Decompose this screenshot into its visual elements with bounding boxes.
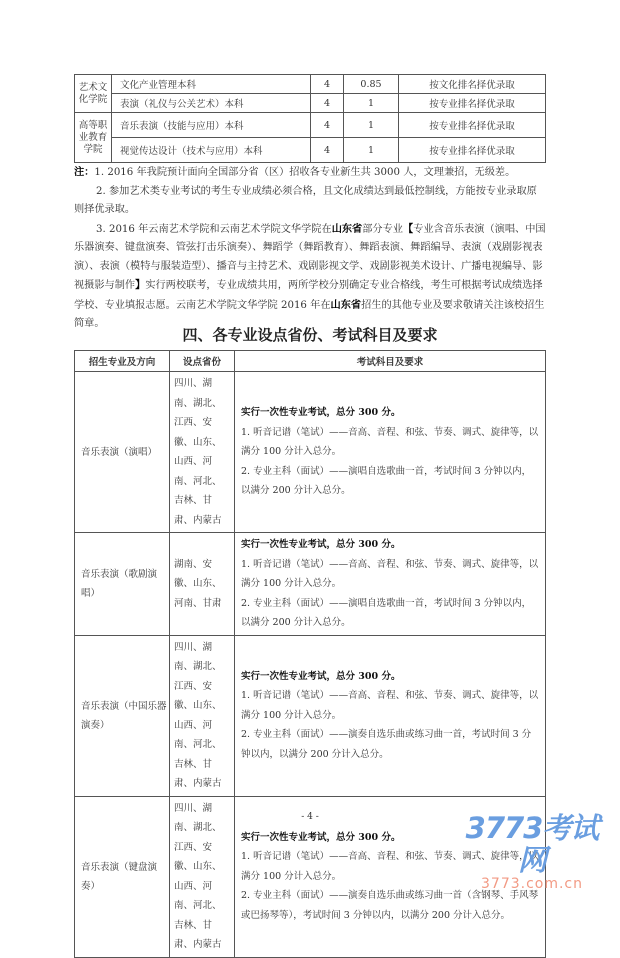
note-3-text: 实行两校联考，专业成绩共用，两所学校分别确定专业合格线，考生可根据考试成绩选择学校、专业填报志愿。云南艺术学院文华学院 2016 年在	[74, 280, 543, 311]
table-row	[75, 635, 546, 796]
watermark-logo-text: 3773考试网	[465, 811, 599, 877]
rule-cell: 按专业排名择优录取	[399, 113, 546, 138]
major-cell: 音乐表演（歌剧演唱）	[75, 533, 170, 636]
major-cell: 音乐表演（技能与应用）本科	[112, 113, 311, 138]
exam-item: 2. 专业主科（面试）——演奏自选乐曲或练习曲一首，考试时间 3 分钟以内，以满分 200 分计入总分。	[241, 729, 532, 760]
admission-table	[74, 74, 546, 163]
college-cell: 艺术文化学院	[75, 75, 112, 113]
requirements-cell	[235, 635, 546, 796]
note-3-majors: 专业含音乐表演（演唱、中国乐器演奏、键盘演奏、管弦打击乐演奏）、舞蹈学（舞蹈教育）、舞蹈表演、舞蹈编导、表演（戏剧影视表演）、表演（模特与服装造型）、播音与主持艺术、戏剧影视文学、戏剧影视美术设计、广播电视编导、影视摄影与制作	[74, 223, 546, 291]
exam-summary: 实行一次性专业考试，总分 300 分。	[241, 831, 401, 843]
note-1-text: 1. 2016 年我院预计面向全国部分省（区）招收各专业新生共 3000 人，文理兼招，无级差。	[94, 167, 516, 178]
exam-summary: 实行一次性专业考试，总分 300 分。	[241, 670, 401, 682]
province-highlight: 山东省	[331, 222, 363, 235]
years-cell: 4	[311, 75, 344, 94]
exam-item: 2. 专业主科（面试）——演唱自选歌曲一首，考试时间 3 分钟以内，以满分 200 分计入总分。	[241, 465, 532, 497]
notes-section	[74, 163, 546, 334]
table-row	[75, 138, 546, 163]
table-row	[75, 75, 546, 94]
exam-item: 2. 专业主科（面试）——演奏自选乐曲或练习曲一首（含钢琴、手风琴或巴扬琴等），考试时间 3 分钟以内，以满分 200 分计入总分。	[241, 890, 539, 921]
rule-cell: 按专业排名择优录取	[399, 138, 546, 163]
bracket: 【	[403, 222, 414, 235]
college-cell: 高等职业教育学院	[75, 113, 112, 163]
watermark-url: 3773.com.cn	[481, 876, 583, 892]
note-3-text: 部分专业	[362, 223, 403, 235]
exam-item: 1. 听音记谱（笔试）——音高、音程、和弦、节奏、调式、旋律等，以满分 100 分计入总分。	[241, 426, 539, 458]
note-2: 2. 参加艺术类专业考试的考生专业成绩必须合格，且文化成绩达到最低控制线，方能按专业录取原则择优录取。	[74, 185, 537, 215]
provinces-cell: 四川、湖南、湖北、江西、安徽、山东、山西、河南、河北、吉林、甘肃、内蒙古	[170, 372, 235, 533]
table-row	[75, 372, 546, 533]
exam-item: 1. 听音记谱（笔试）——音高、音程、和弦、节奏、调式、旋律等，以满分 100 分计入总分。	[241, 690, 539, 721]
years-cell: 4	[311, 94, 344, 113]
major-cell: 音乐表演（键盘演奏）	[75, 796, 170, 957]
major-cell: 文化产业管理本科	[112, 75, 311, 94]
requirements-cell	[235, 533, 546, 636]
ratio-cell: 1	[344, 138, 399, 163]
years-cell: 4	[311, 138, 344, 163]
ratio-cell: 1	[344, 113, 399, 138]
rule-cell: 按专业排名择优录取	[399, 94, 546, 113]
provinces-cell: 湖南、安徽、山东、河南、甘肃	[170, 533, 235, 636]
ratio-cell: 1	[344, 94, 399, 113]
note-3	[74, 220, 546, 334]
major-cell: 表演（礼仪与公关艺术）本科	[112, 94, 311, 113]
table-row	[75, 533, 546, 636]
requirements-cell	[235, 372, 546, 533]
major-cell: 视觉传达设计（技术与应用）本科	[112, 138, 311, 163]
exam-summary: 实行一次性专业考试，总分 300 分。	[241, 539, 401, 550]
table-row	[75, 94, 546, 113]
header-provinces: 设点省份	[170, 351, 235, 372]
rule-cell: 按文化排名择优录取	[399, 75, 546, 94]
bracket: 】	[135, 279, 146, 291]
provinces-cell: 四川、湖南、湖北、江西、安徽、山东、山西、河南、河北、吉林、甘肃、内蒙古	[170, 635, 235, 796]
exam-item: 1. 听音记谱（笔试）——音高、音程、和弦、节奏、调式、旋律等，以满分 100 分计入总分。	[241, 558, 539, 589]
table-header	[75, 351, 546, 372]
header-requirements: 考试科目及要求	[235, 351, 546, 372]
exam-item: 1. 听音记谱（笔试）——音高、音程、和弦、节奏、调式、旋律等，以满分 100 分计入总分。	[241, 851, 539, 882]
note-1	[74, 163, 546, 183]
note-3-text: 招生的其他专业及要求敬请关注该校招生简章。	[74, 299, 545, 329]
major-cell: 音乐表演（中国乐器演奏）	[75, 635, 170, 796]
section-title: 四、各专业设点省份、考试科目及要求	[182, 326, 438, 344]
major-cell: 音乐表演（演唱）	[75, 372, 170, 533]
page-number: - 4 -	[301, 812, 319, 822]
province-highlight: 山东省	[330, 298, 362, 311]
note-label: 注：	[74, 166, 95, 178]
header-major: 招生专业及方向	[75, 351, 170, 372]
ratio-cell: 0.85	[344, 75, 399, 94]
provinces-cell: 四川、湖南、湖北、江西、安徽、山东、山西、河南、河北、吉林、甘肃、内蒙古	[170, 796, 235, 957]
years-cell: 4	[311, 113, 344, 138]
exam-summary: 实行一次性专业考试，总分 300 分。	[241, 407, 401, 419]
table-row	[75, 113, 546, 138]
note-3-text: 3. 2016 年云南艺术学院和云南艺术学院文华学院在	[96, 223, 332, 235]
watermark-logo	[452, 812, 612, 892]
exam-item: 2. 专业主科（面试）——演唱自选歌曲一首，考试时间 3 分钟以内，以满分 200 分计入总分。	[241, 597, 532, 628]
